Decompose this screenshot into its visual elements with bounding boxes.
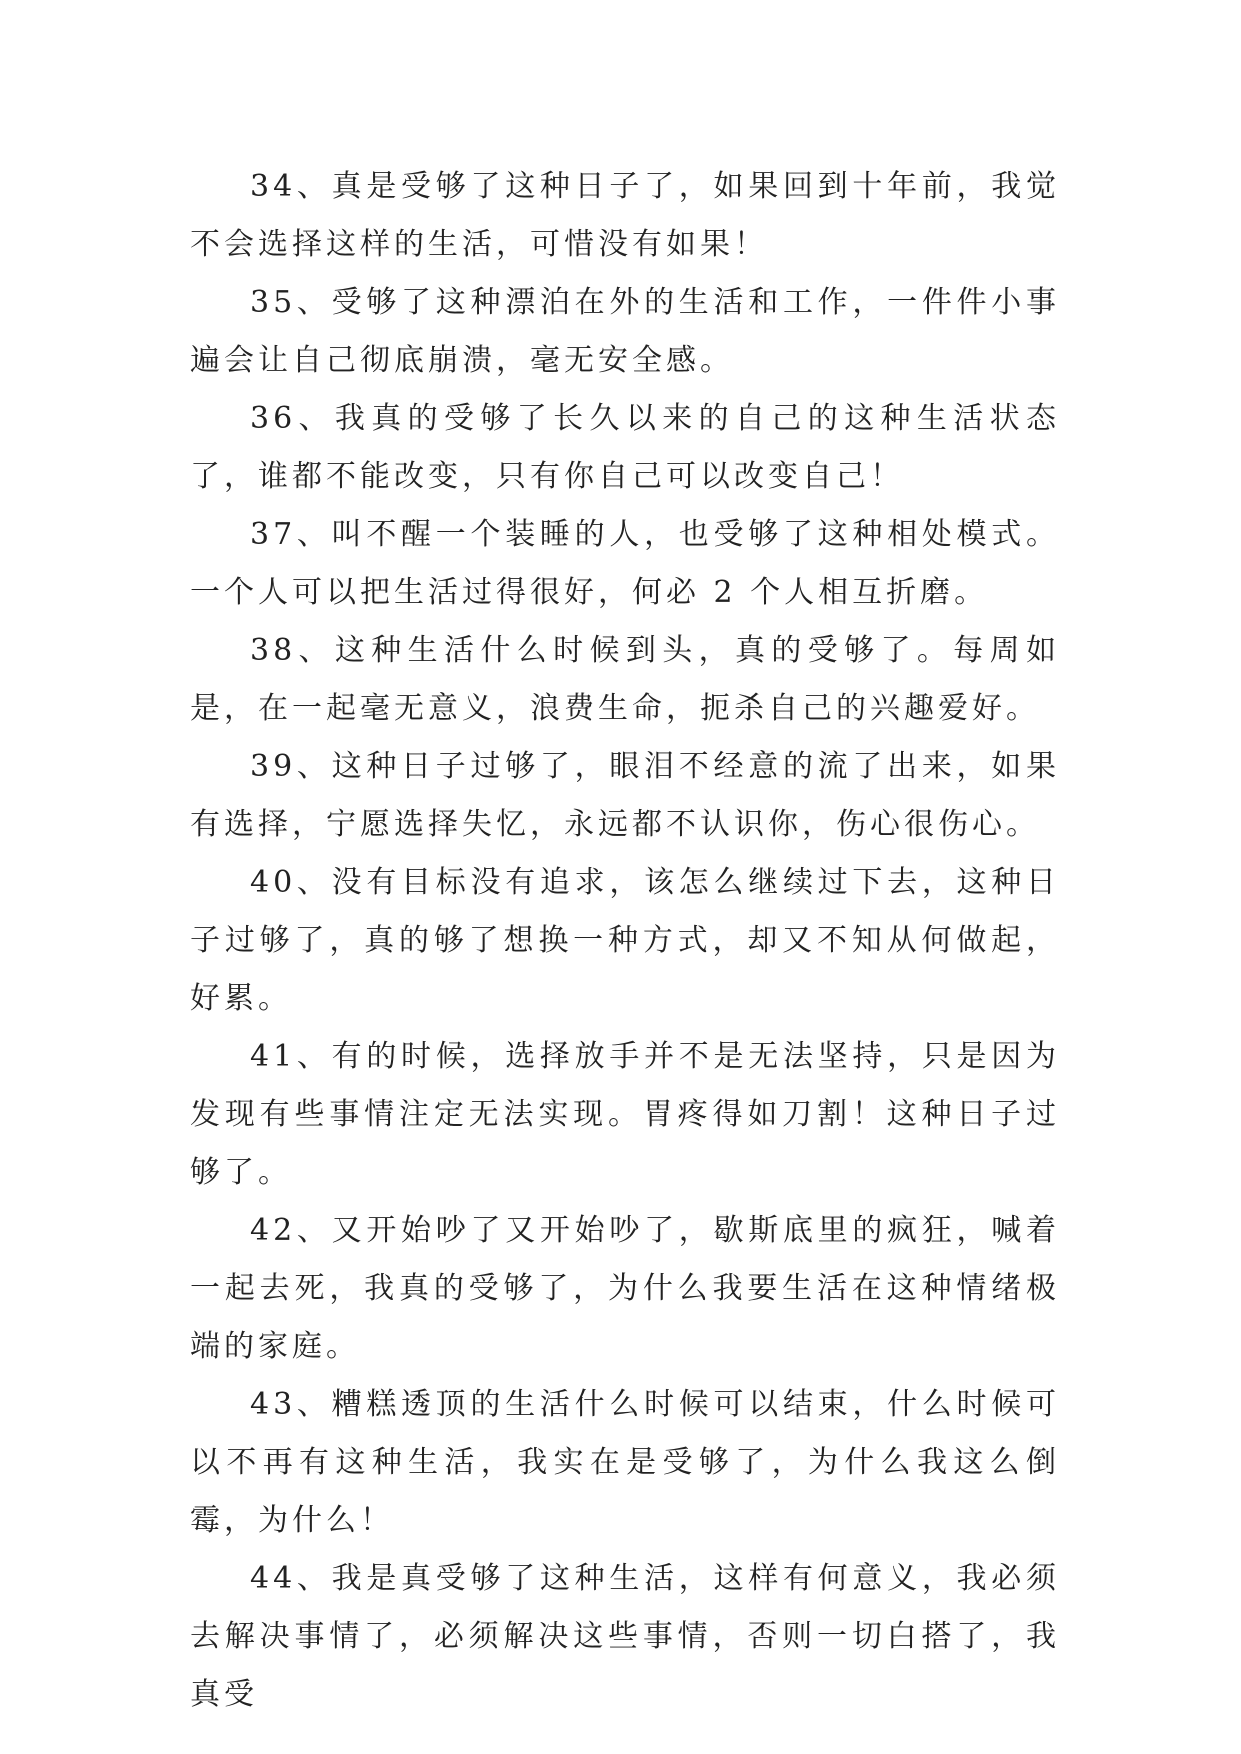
paragraph-41: 41、有的时候，选择放手并不是无法坚持，只是因为发现有些事情注定无法实现。胃疼得如刀割！这种日子过够了。 — [190, 1039, 1060, 1190]
paragraph-42: 42、又开始吵了又开始吵了，歇斯底里的疯狂，喊着一起去死，我真的受够了，为什么我要生活在这种情绪极端的家庭。 — [190, 1213, 1060, 1364]
paragraph-40: 40、没有目标没有追求，该怎么继续过下去，这种日子过够了，真的够了想换一种方式，却又不知从何做起，好累。 — [190, 865, 1060, 1016]
paragraph-43: 43、糟糕透顶的生活什么时候可以结束，什么时候可以不再有这种生活，我实在是受够了，为什么我这么倒霉，为什么！ — [190, 1387, 1060, 1538]
paragraph-38: 38、这种生活什么时候到头，真的受够了。每周如是，在一起毫无意义，浪费生命，扼杀自己的兴趣爱好。 — [190, 633, 1060, 726]
document-body — [190, 158, 1060, 1724]
paragraph-35: 35、受够了这种漂泊在外的生活和工作，一件件小事遍会让自己彻底崩溃，毫无安全感。 — [190, 285, 1060, 378]
paragraph-39: 39、这种日子过够了，眼泪不经意的流了出来，如果有选择，宁愿选择失忆，永远都不认识你，伤心很伤心。 — [190, 749, 1060, 842]
paragraph-34: 34、真是受够了这种日子了，如果回到十年前，我觉不会选择这样的生活，可惜没有如果！ — [190, 169, 1060, 262]
paragraph-44: 44、我是真受够了这种生活，这样有何意义，我必须去解决事情了，必须解决这些事情，否则一切白搭了，我真受 — [190, 1561, 1060, 1712]
paragraph-37: 37、叫不醒一个装睡的人，也受够了这种相处模式。一个人可以把生活过得很好，何必 2 个人相互折磨。 — [190, 517, 1060, 610]
paragraph-36: 36、我真的受够了长久以来的自己的这种生活状态了，谁都不能改变，只有你自己可以改变自己！ — [190, 401, 1060, 494]
